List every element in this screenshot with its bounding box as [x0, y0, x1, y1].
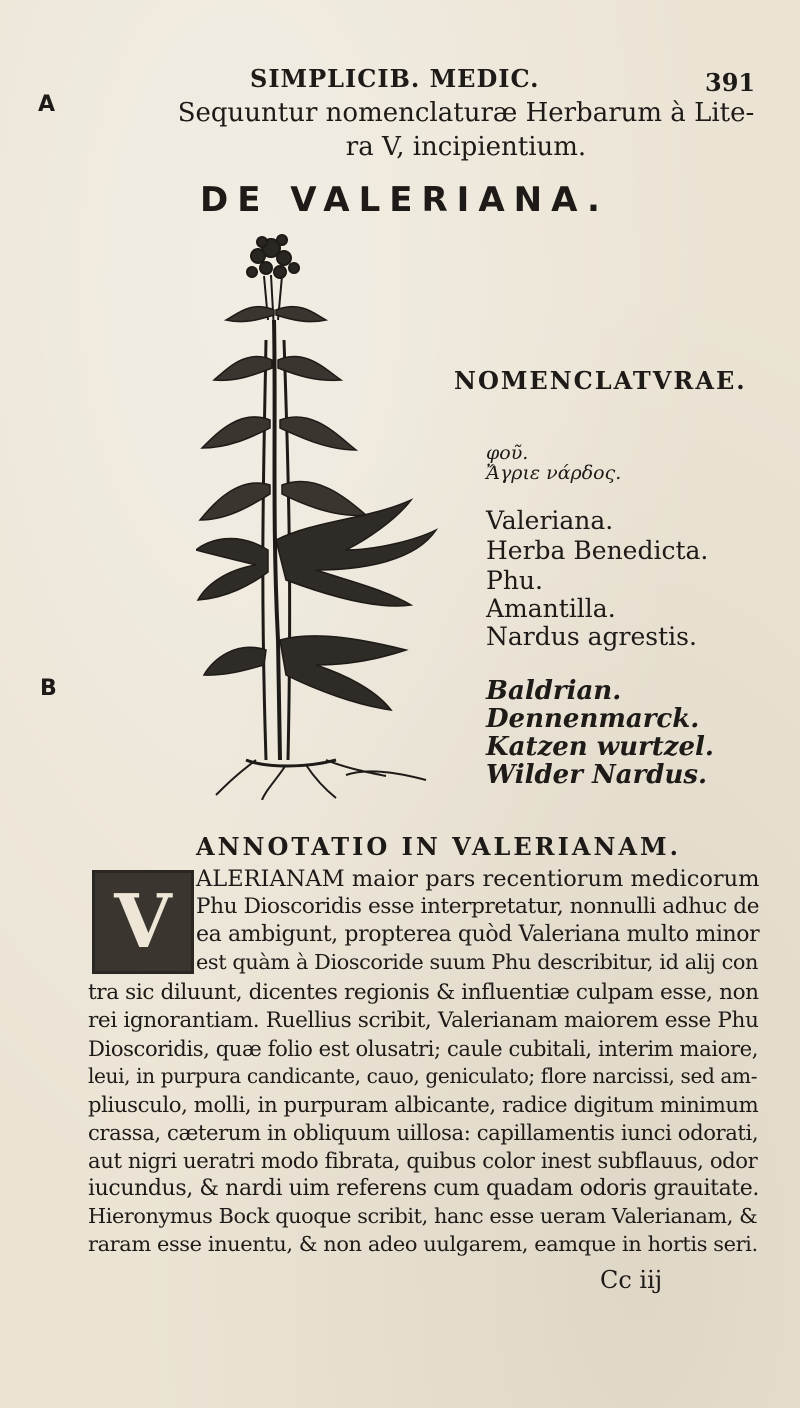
decorated-initial	[92, 870, 194, 974]
annotation-line: pliusculo, molli, in purpuram albicante, radice digitum minimum	[88, 1092, 759, 1117]
latin-name-4: Amantilla.	[486, 594, 616, 623]
annotation-line: ea ambigunt, propterea quòd Valeriana multo minor	[196, 922, 760, 947]
page-number: 391	[705, 68, 756, 97]
intro-line-1: Sequuntur nomenclaturæ Herbarum à Lite-	[177, 98, 755, 128]
german-name-2: Dennenmarck.	[486, 704, 700, 734]
nomenclature-title: NOMENCLATVRAE.	[454, 366, 747, 395]
annotation-line: ALERIANAM maior pars recentiorum medicorum	[196, 866, 760, 892]
margin-letter-b: B	[40, 676, 57, 701]
intro-line-2: ra V, incipientium.	[345, 132, 587, 162]
annotation-line: Hieronymus Bock quoque scribit, hanc esse ueram Valerianam, &	[88, 1204, 758, 1228]
annotation-line: iucundus, & nardi uim referens cum quadam odoris grauitate.	[88, 1176, 759, 1201]
annotation-title: ANNOTATIO IN VALERIANAM.	[196, 832, 681, 861]
latin-name-2: Herba Benedicta.	[486, 536, 709, 565]
annotation-line: Dioscoridis, quæ folio est olusatri; caule cubitali, interim maiore,	[88, 1036, 758, 1061]
greek-name-2: Ἄγριε νάρδος.	[486, 462, 622, 484]
flower-cluster	[247, 235, 299, 278]
annotation-line: rei ignorantiam. Ruellius scribit, Valerianam maiorem esse Phu	[88, 1008, 759, 1033]
intro-heading	[176, 96, 756, 164]
annotation-line: Phu Dioscoridis esse interpretatur, nonnulli adhuc de	[196, 894, 760, 919]
greek-name-1: φοῦ.	[486, 442, 529, 464]
section-title: DE VALERIANA.	[200, 180, 609, 220]
annotation-line: tra sic diluunt, dicentes regionis & influentiæ culpam esse, non	[88, 980, 759, 1005]
annotation-line: aut nigri ueratri modo fibrata, quibus color inest subflauus, odor	[88, 1148, 758, 1173]
german-name-1: Baldrian.	[486, 676, 622, 706]
latin-name-3: Phu.	[486, 566, 543, 595]
initial-letter: V	[114, 879, 172, 965]
running-head: SIMPLICIB. MEDIC.	[250, 64, 540, 93]
german-name-3: Katzen wurtzel.	[486, 732, 714, 762]
annotation-line: crassa, cæterum in obliquum uillosa: capillamentis iunci odorati,	[88, 1120, 759, 1145]
german-name-4: Wilder Nardus.	[486, 760, 708, 790]
signature-mark: Cc iij	[600, 1266, 663, 1294]
annotation-line: est quàm à Dioscoride suum Phu describitur, id alij con	[196, 950, 758, 974]
annotation-line: leui, in purpura candicante, cauo, geniculato; flore narcissi, sed am-	[88, 1064, 758, 1088]
annotation-line: raram esse inuentu, & non adeo uulgarem, eamque in hortis seri.	[88, 1232, 758, 1256]
latin-name-5: Nardus agrestis.	[486, 622, 697, 651]
valerian-woodcut-illustration	[196, 220, 446, 800]
margin-letter-a: A	[38, 92, 56, 117]
latin-name-1: Valeriana.	[486, 506, 614, 535]
